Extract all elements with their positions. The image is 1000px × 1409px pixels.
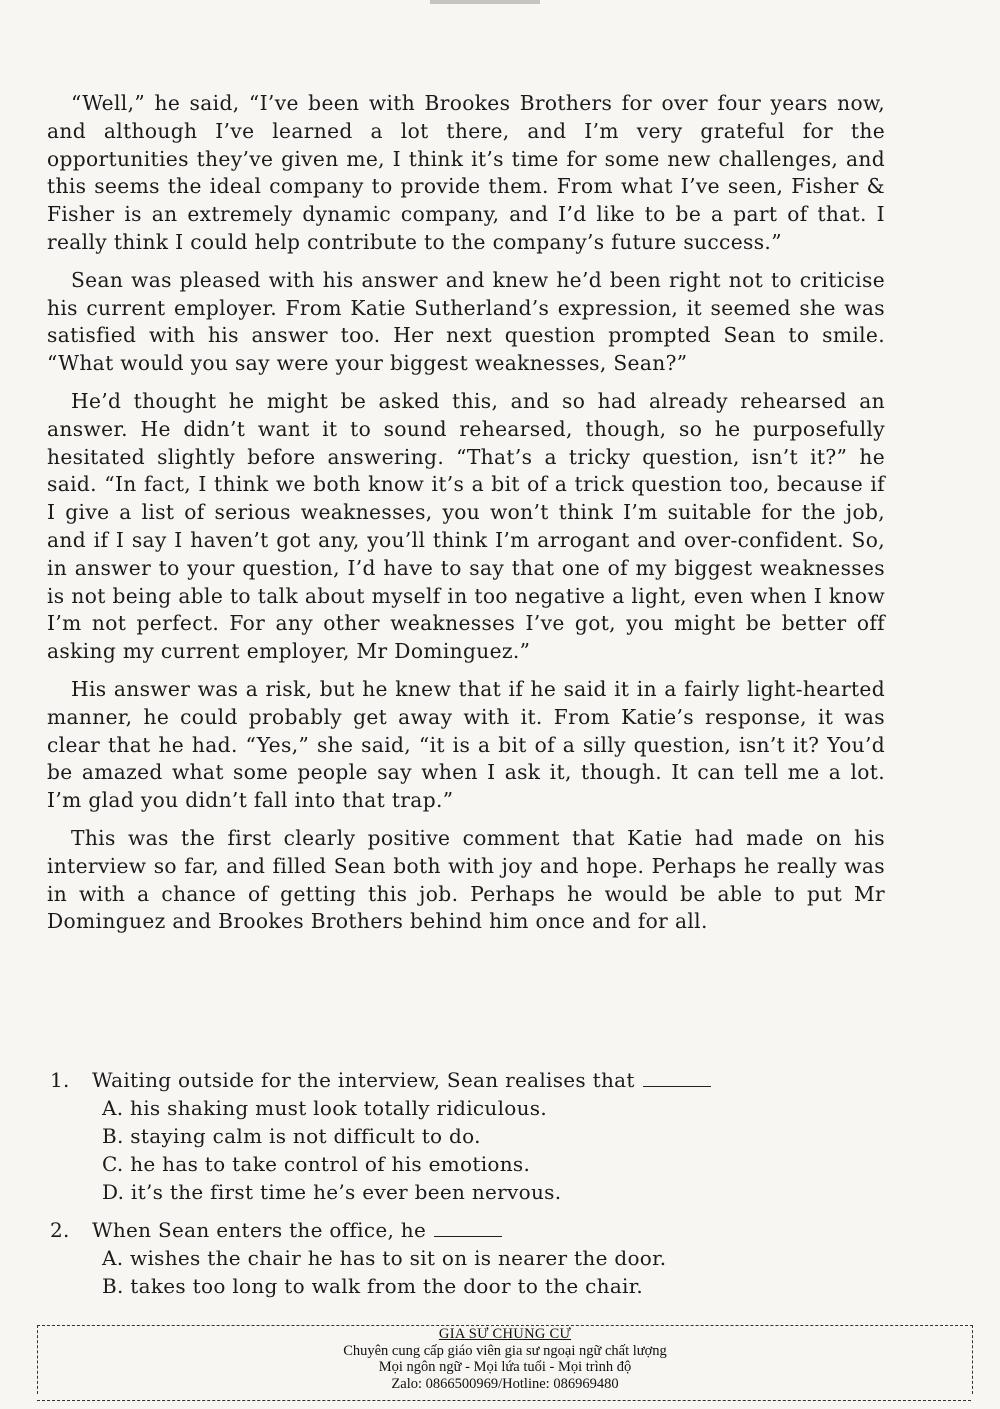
passage-paragraph: “Well,” he said, “I’ve been with Brookes Brothers for over four years now, and although I’ve learned a lot there, and I’m very grateful for the opportunities they’ve given me, I think it’s time for some new challenges, and this seems the ideal company to provide them. From what I’ve seen, Fisher & Fisher is an extremely dynamic company, and I’d like to be a part of that. I really think I could help contribute to the company’s future success.” [47,91,885,254]
footer-scope: Mọi ngôn ngữ - Mọi lứa tuổi - Mọi trình độ [378,1359,632,1376]
answer-blank [643,1068,711,1087]
reading-passage [47,90,885,946]
option-b: B. takes too long to walk from the door to the chair. [102,1274,644,1298]
option-d: D. it’s the first time he’s ever been nervous. [102,1180,562,1204]
page-edge-mark [430,0,540,4]
footer-contact: Zalo: 0866500969/Hotline: 086969480 [391,1375,619,1392]
question-stem: When Sean enters the office, he [92,1218,427,1242]
passage-paragraph: He’d thought he might be asked this, and so had already rehearsed an answer. He didn’t want it to sound rehearsed, though, so he purposefully hesitated slightly before answering. “That’s a tricky question, isn’t it?” he said. “In fact, I think we both know it’s a bit of a trick question too, because if I give a list of serious weaknesses, you won’t think I’m suitable for the job, and if I say I haven’t got any, you’ll think I’m arrogant and over-confident. So, in answer to your question, I’d have to say that one of my biggest weaknesses is not being able to talk about myself in too negative a light, even when I know I’m not perfect. For any other weaknesses I’ve got, you might be better off asking my current employer, Mr Dominguez.” [47,388,885,664]
option-a: A. his shaking must look totally ridiculous. [102,1096,548,1120]
passage-paragraph: This was the first clearly positive comment that Katie had made on his interview so far, and filled Sean both with joy and hope. Perhaps he really was in with a chance of getting this job. Perhaps he would be able to put Mr Dominguez and Brookes Brothers behind him once and for all. [47,825,885,934]
passage-paragraph: Sean was pleased with his answer and knew he’d been right not to criticise his current employer. From Katie Sutherland’s expression, it seemed she was satisfied with his answer too. Her next question prompted Sean to smile. “What would you say were your biggest weaknesses, Sean?” [47,267,885,376]
tutor-ad-footer [37,1325,973,1394]
question-number: 2. [50,1218,70,1242]
question-stem: Waiting outside for the interview, Sean realises that [92,1068,635,1092]
question-1 [50,1066,890,1206]
passage-paragraph: His answer was a risk, but he knew that if he said it in a fairly light-hearted manner, he could probably get away with it. From Katie’s response, it was clear that he had. “Yes,” she said, “it is a bit of a silly question, isn’t it? You’d be amazed what some people say when I ask it, though. It can tell me a lot. I’m glad you didn’t fall into that trap.” [47,676,885,813]
answer-blank [434,1218,502,1237]
footer-tagline: Chuyên cung cấp giáo viên gia sư ngoại ngữ chất lượng [343,1342,667,1359]
option-a: A. wishes the chair he has to sit on is nearer the door. [102,1246,667,1270]
option-c: C. he has to take control of his emotions. [102,1152,531,1176]
question-list [50,1066,890,1310]
question-number: 1. [50,1068,70,1092]
option-b: B. staying calm is not difficult to do. [102,1124,481,1148]
footer-dashed-border [37,1400,971,1401]
footer-brand: GIA SƯ CHUNG CƯ [438,1326,572,1342]
question-2 [50,1216,890,1300]
